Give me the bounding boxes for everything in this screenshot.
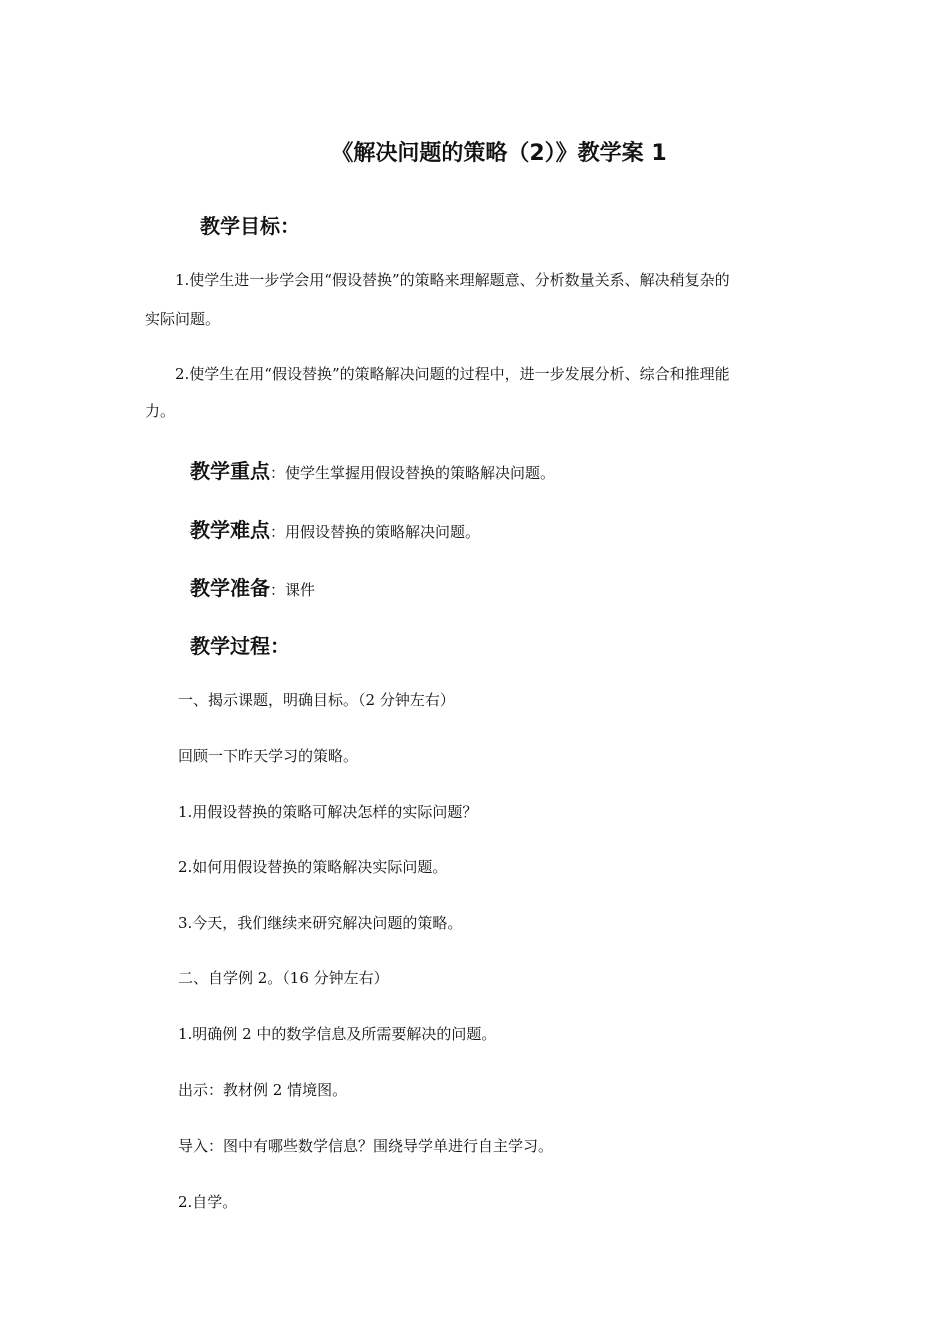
section-1-title: 一、揭示课题，明确目标。（2 分钟左右） [178, 691, 455, 709]
objective-1-line-2: 实际问题。 [145, 310, 221, 328]
preparation-text: ：课件 [270, 581, 316, 599]
difficulty-text: ：用假设替换的策略解决问题。 [270, 523, 481, 541]
question-1: 1.用假设替换的策略可解决怎样的实际问题？ [178, 803, 478, 821]
difficulty-label: 教学难点 [190, 518, 270, 542]
guide-text: 导入：图中有哪些数学信息？围绕导学单进行自主学习。 [178, 1137, 554, 1155]
step-1: 1.明确例 2 中的数学信息及所需要解决的问题。 [178, 1025, 497, 1043]
document-title: 《解决问题的策略（2）》教学案 1 [331, 141, 667, 166]
show-text: 出示：教材例 2 情境图。 [178, 1081, 348, 1099]
objective-2-line-1: 2.使学生在用“假设替换”的策略解决问题的过程中，进一步发展分析、综合和推理能 [175, 365, 730, 383]
objectives-heading: 教学目标： [200, 214, 300, 238]
objective-2-line-2: 力。 [145, 402, 176, 420]
key-point-label: 教学重点 [190, 459, 270, 483]
review-text: 回顾一下昨天学习的策略。 [178, 747, 359, 765]
process-heading: 教学过程： [190, 634, 290, 658]
question-2: 2.如何用假设替换的策略解决实际问题。 [178, 858, 448, 876]
question-3: 3.今天，我们继续来研究解决问题的策略。 [178, 914, 463, 932]
preparation-label: 教学准备 [190, 576, 270, 600]
objective-1-line-1: 1.使学生进一步学会用“假设替换”的策略来理解题意、分析数量关系、解决稍复杂的 [175, 271, 730, 289]
section-2-title: 二、自学例 2。（16 分钟左右） [178, 969, 389, 987]
step-2: 2.自学。 [178, 1193, 238, 1211]
difficulty [190, 514, 480, 543]
key-point [190, 455, 555, 484]
preparation [190, 572, 315, 601]
key-point-text: ：使学生掌握用假设替换的策略解决问题。 [270, 464, 556, 482]
